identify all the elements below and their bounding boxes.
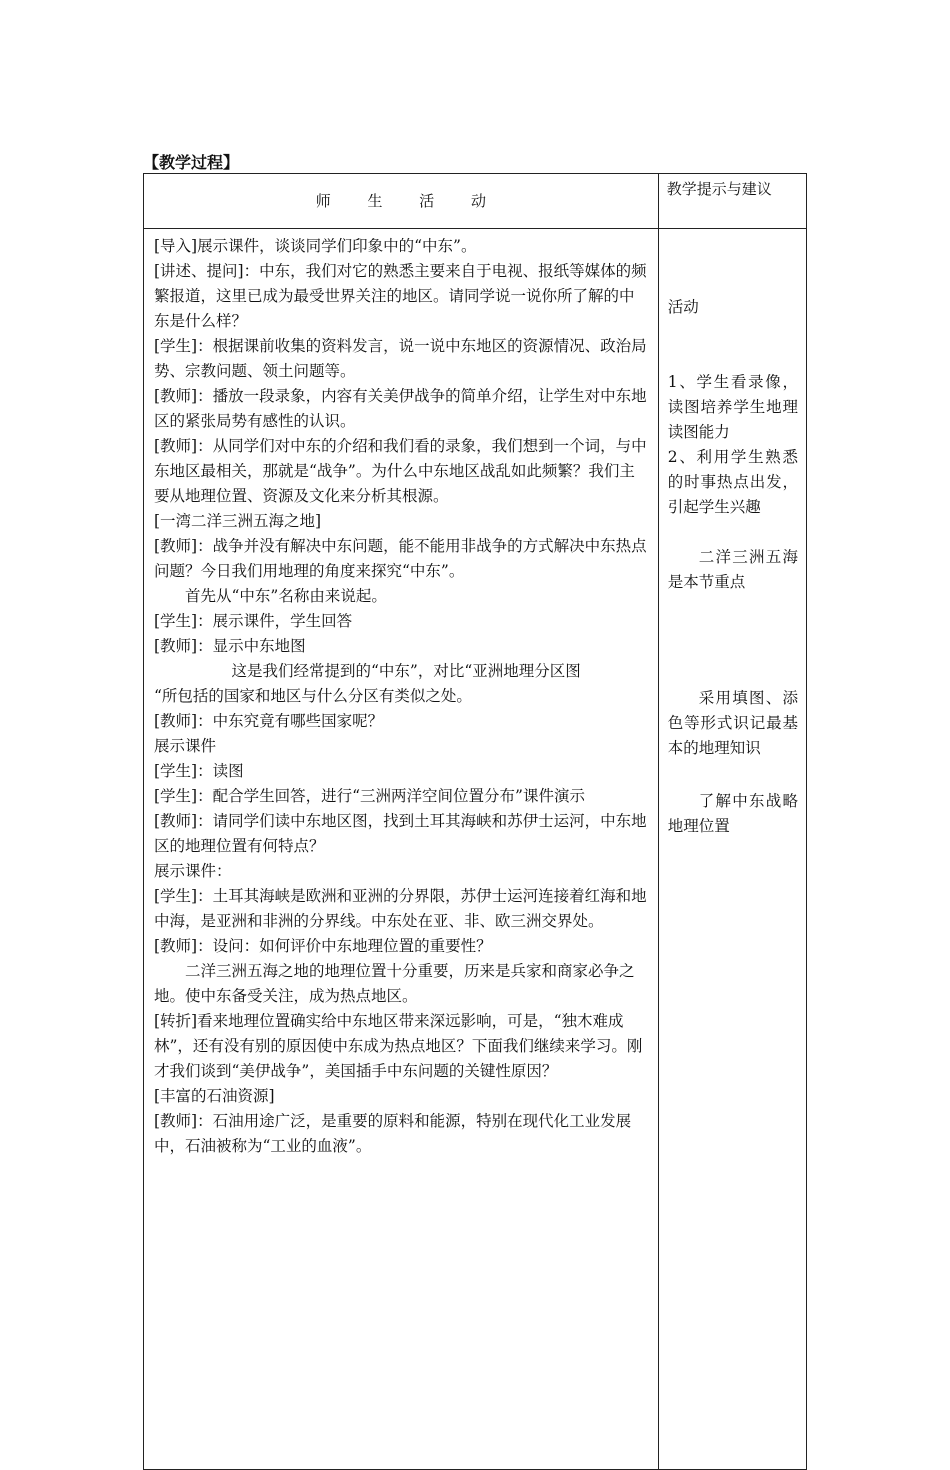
activity-paragraph: [教师]：设问：如何评价中东地理位置的重要性？ (154, 937, 492, 955)
activity-paragraph: [教师]：显示中东地图 (154, 637, 306, 655)
activity-paragraph: [教师]：战争并没有解决中东问题，能不能用非战争的方式解决中东热点问题？今日我们用地理的角度来探究“中东”。 (154, 537, 647, 580)
side-note: 了解中东战略地理位置 (667, 792, 798, 835)
teacher-student-activity-cell (144, 229, 659, 1470)
activity-paragraph: [教师]：石油用途广泛，是重要的原料和能源，特别在现代化工业发展中，石油被称为“工业的血液”。 (154, 1112, 632, 1155)
side-note: 采用填图、添色等形式识记最基本的地理知识 (667, 689, 798, 757)
activity-paragraph: [教师]：请同学们读中东地区图，找到土耳其海峡和苏伊士运河，中东地区的地理位置有何特点？ (154, 812, 647, 855)
activity-paragraph: 展示课件 (154, 737, 217, 755)
activity-paragraph: [学生]：根据课前收集的资料发言，说一说中东地区的资源情况、政治局势、宗教问题、领土问题等。 (154, 337, 647, 380)
activity-paragraph: [教师]：中东究竟有哪些国家呢？ (154, 712, 384, 730)
activity-paragraph: 二洋三洲五海之地的地理位置十分重要，历来是兵家和商家必争之地。使中东备受关注，成为热点地区。 (154, 962, 635, 1005)
activity-paragraph: [学生]：展示课件，学生回答 (154, 612, 353, 630)
header-side-label: 教学提示与建议 (666, 180, 772, 198)
lesson-table (143, 173, 807, 1470)
header-main-label: 师 生 活 动 (315, 192, 503, 210)
activity-paragraph: [丰富的石油资源] (154, 1087, 275, 1105)
activity-paragraph: “所包括的国家和地区与什么分区有类似之处。 (154, 687, 472, 705)
table-body-row (144, 229, 807, 1470)
activity-paragraph: [导入]展示课件，谈谈同学们印象中的“中东”。 (154, 237, 477, 255)
side-note: 二洋三洲五海是本节重点 (667, 548, 798, 591)
activity-paragraph: 首先从“中东”名称由来说起。 (185, 587, 387, 605)
table-header-row (144, 174, 807, 229)
activity-paragraph: [学生]：配合学生回答，进行“三洲两洋空间位置分布”课件演示 (154, 787, 585, 805)
activity-paragraph: [一湾二洋三洲五海之地] (154, 512, 322, 530)
activity-paragraph: [学生]：土耳其海峡是欧洲和亚洲的分界限，苏伊士运河连接着红海和地中海，是亚洲和非洲的分界线。中东处在亚、非、欧三洲交界处。 (154, 887, 647, 930)
section-title: 【教学过程】 (143, 153, 240, 172)
activity-paragraph: [教师]：播放一段录象，内容有关美伊战争的简单介绍，让学生对中东地区的紧张局势有感性的认识。 (154, 387, 647, 430)
side-note: 活动 (667, 298, 699, 316)
activity-paragraph: [转折]看来地理位置确实给中东地区带来深远影响，可是，“独木难成林”，还有没有别的原因使中东成为热点地区？下面我们继续来学习。刚才我们谈到“美伊战争”，美国插手中东问题的关键性原因？ (154, 1012, 643, 1080)
header-side-cell (658, 174, 806, 229)
side-note: 2、利用学生熟悉的时事热点出发，引起学生兴趣 (667, 448, 798, 516)
header-main-cell (144, 174, 659, 229)
activity-paragraph: [教师]：从同学们对中东的介绍和我们看的录象，我们想到一个词，与中东地区最相关，那就是“战争”。为什么中东地区战乱如此频繁？我们主要从地理位置、资源及文化来分析其根源。 (154, 437, 647, 505)
teaching-tips-cell (658, 229, 806, 1470)
activity-paragraph: [学生]：读图 (154, 762, 244, 780)
side-note: 1、学生看录像，读图培养学生地理读图能力 (667, 373, 798, 441)
activity-paragraph: 这是我们经常提到的“中东”，对比“亚洲地理分区图 (231, 662, 581, 680)
activity-paragraph: [讲述、提问]：中东，我们对它的熟悉主要来自于电视、报纸等媒体的频繁报道，这里已成为最受世界关注的地区。请同学说一说你所了解的中东是什么样？ (154, 262, 647, 330)
activity-paragraph: 展示课件： (154, 862, 232, 880)
